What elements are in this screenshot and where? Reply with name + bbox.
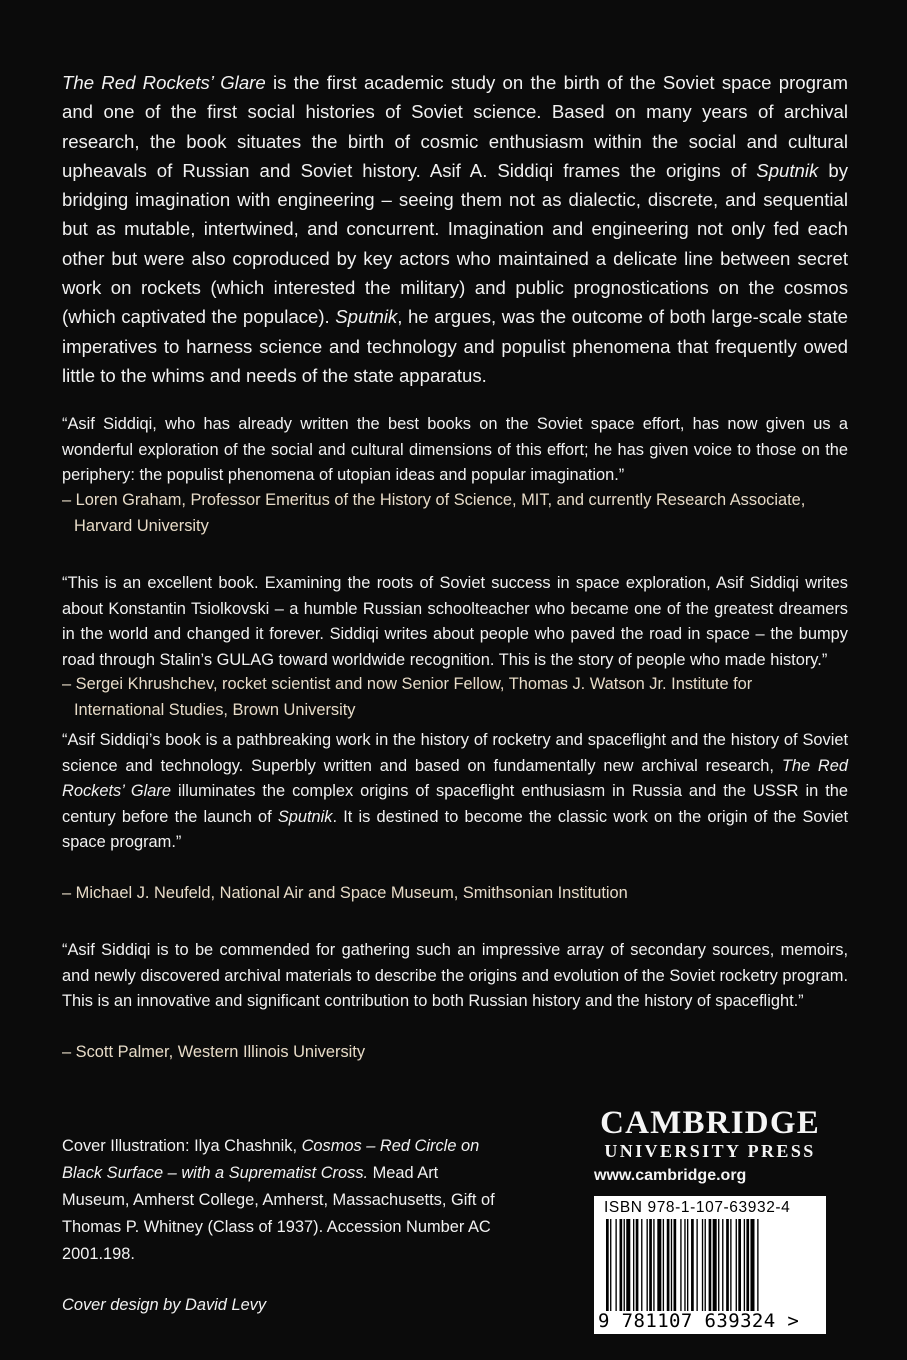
cover-illustration-credit — [62, 1133, 502, 1268]
barcode-bar — [606, 1219, 609, 1311]
barcode-bar — [736, 1219, 737, 1311]
review-attribution-graham — [62, 488, 848, 539]
barcode-bar — [709, 1219, 712, 1311]
barcode-bar — [663, 1219, 664, 1311]
description-text: , he argues, was the outcome of both large-scale state imperatives to harness science and technology and populist phenomena that frequently owed little to the whims and needs of the state apparatus. — [62, 306, 848, 386]
barcode-bar — [649, 1219, 652, 1311]
attribution-line: Harvard University — [74, 516, 209, 535]
barcode-bar — [657, 1219, 661, 1311]
barcode-bar — [713, 1219, 717, 1311]
barcode-bar — [674, 1219, 677, 1311]
book-description — [62, 68, 848, 390]
barcode-bar — [718, 1219, 719, 1311]
isbn-barcode — [594, 1196, 826, 1334]
quote-text: “Asif Siddiqi’s book is a pathbreaking work in the history of rocketry and spaceflight and the history of Soviet science and technology. Superbly written and based on fundamentally new archival research, — [62, 731, 848, 775]
barcode-bar — [696, 1219, 697, 1311]
barcode-bar — [680, 1219, 681, 1311]
barcode-bar — [738, 1219, 741, 1311]
review-quote-khrushchev: “This is an excellent book. Examining the roots of Soviet success in space exploration, Asif Siddiqi writes about Konstantin Tsiolkovski – a humble Russian schoolteacher who became one of the greatest dreamers in the world and changed it forever. Siddiqi writes about people who paved the road in space – the bumpy road through Stalin’s GULAG toward worldwide recognition. This is the story of people who made history.” — [62, 574, 848, 669]
barcode-bar — [641, 1219, 642, 1311]
sputnik-title: Sputnik — [756, 159, 819, 181]
barcode-bar — [653, 1219, 654, 1311]
review-quote-palmer: “Asif Siddiqi is to be commended for gathering such an impressive array of secondary sources, memoirs, and newly discovered archival materials to describe the origins and evolution of the Soviet rocketry program. This is an innovative and significant contribution to both Russian history and the history of spaceflight.” — [62, 941, 848, 1011]
barcode-bar — [624, 1219, 625, 1311]
barcode-bar — [687, 1219, 688, 1311]
barcode-bar — [626, 1219, 630, 1311]
review-attribution-palmer — [62, 1040, 848, 1066]
barcode-bar — [750, 1219, 754, 1311]
artwork-title: Cosmos – Red Circle on Black Surface – with a Suprematist Cross. — [62, 1137, 480, 1182]
publisher-url: www.cambridge.org — [594, 1167, 747, 1184]
attribution-line: – Sergei Khrushchev, rocket scientist and now Senior Fellow, Thomas J. Watson Jr. Institute for — [62, 675, 753, 693]
barcode-bar — [746, 1219, 749, 1311]
review-attribution-neufeld — [62, 881, 848, 907]
cover-design-credit: Cover design by David Levy — [62, 1296, 267, 1314]
isbn-label: ISBN 978-1-107-63932-4 — [604, 1199, 791, 1216]
barcode-bar — [744, 1219, 745, 1311]
quote-text: . It is destined to become the classic work on the origin of the Soviet space program.” — [62, 807, 848, 852]
attribution-line: International Studies, Brown University — [74, 700, 356, 719]
credit-text: Cover Illustration: Ilya Chashnik, — [62, 1137, 302, 1155]
quote-text: illuminates the complex origins of spaceflight enthusiasm in Russia and the USSR in the century before the launch of — [62, 782, 848, 826]
description-text: by bridging imagination with engineering – seeing them not as dialectic, discrete, and sequential but as mutable, intertwined, and concurrent. Imagination and engineering not only fed each other but were also coproduced by key actors who maintained a delicate line between secret work on rockets (which interested the military) and public prognostications on the cosmos (which captivated the populace). — [62, 159, 848, 328]
review-quote-graham: “Asif Siddiqi, who has already written the best books on the Soviet space effort, has now given us a wonderful exploration of the social and cultural dimensions of this effort; he has given voice to those on the periphery: the populist phenomena of utopian ideas and popular imagination.” — [62, 415, 848, 485]
publisher-press-text: UNIVERSITY PRESS — [604, 1141, 816, 1161]
sputnik-title: Sputnik — [335, 306, 398, 328]
attribution-line: – Scott Palmer, Western Illinois University — [62, 1043, 366, 1061]
barcode-bar — [691, 1219, 694, 1311]
publisher-logo — [594, 1106, 826, 1187]
barcode-bar — [684, 1219, 685, 1311]
barcode-bar — [671, 1219, 672, 1311]
attribution-line: – Michael J. Neufeld, National Air and Space Museum, Smithsonian Institution — [62, 884, 628, 902]
sputnik-title: Sputnik — [277, 807, 333, 826]
attribution-line: – Loren Graham, Professor Emeritus of the History of Science, MIT, and currently Research Associate, — [62, 491, 806, 509]
credit-text: Mead Art Museum, Amherst College, Amherst, Massachusetts, Gift of Thomas P. Whitney (Class of 1937). Accession Number AC 2001.198. — [62, 1164, 495, 1263]
description-text: is the first academic study on the birth of the Soviet space program and one of the first social histories of Soviet science. Based on many years of archival research, the book situates the birth of cosmic enthusiasm within the social and cultural upheavals of Russian and Soviet history. Asif A. Siddiqi frames the origins of — [62, 72, 848, 181]
barcode-bar — [667, 1219, 670, 1311]
barcode-bar — [636, 1219, 639, 1311]
barcode-bar — [722, 1219, 723, 1311]
review-attribution-khrushchev — [62, 672, 848, 723]
book-title: The Red Rockets’ Glare — [62, 756, 848, 801]
barcode-bar — [633, 1219, 634, 1311]
barcode-bar — [647, 1219, 648, 1311]
barcode-bar — [610, 1219, 611, 1311]
publisher-name-text: CAMBRIDGE — [600, 1105, 820, 1141]
publisher-name — [594, 1106, 826, 1140]
barcode-bar — [620, 1219, 623, 1311]
ean-digits: 9 781107 639324 > — [598, 1310, 800, 1332]
barcode-bar — [702, 1219, 703, 1311]
barcode-bar — [615, 1219, 616, 1311]
review-quote-neufeld — [62, 728, 848, 856]
barcode-bars — [606, 1219, 814, 1311]
barcode-bar — [730, 1219, 731, 1311]
publisher-press — [594, 1140, 826, 1162]
book-title: The Red Rockets’ Glare — [62, 72, 266, 93]
barcode-bar — [726, 1219, 729, 1311]
barcode-bar — [705, 1219, 706, 1311]
barcode-bar — [757, 1219, 758, 1311]
